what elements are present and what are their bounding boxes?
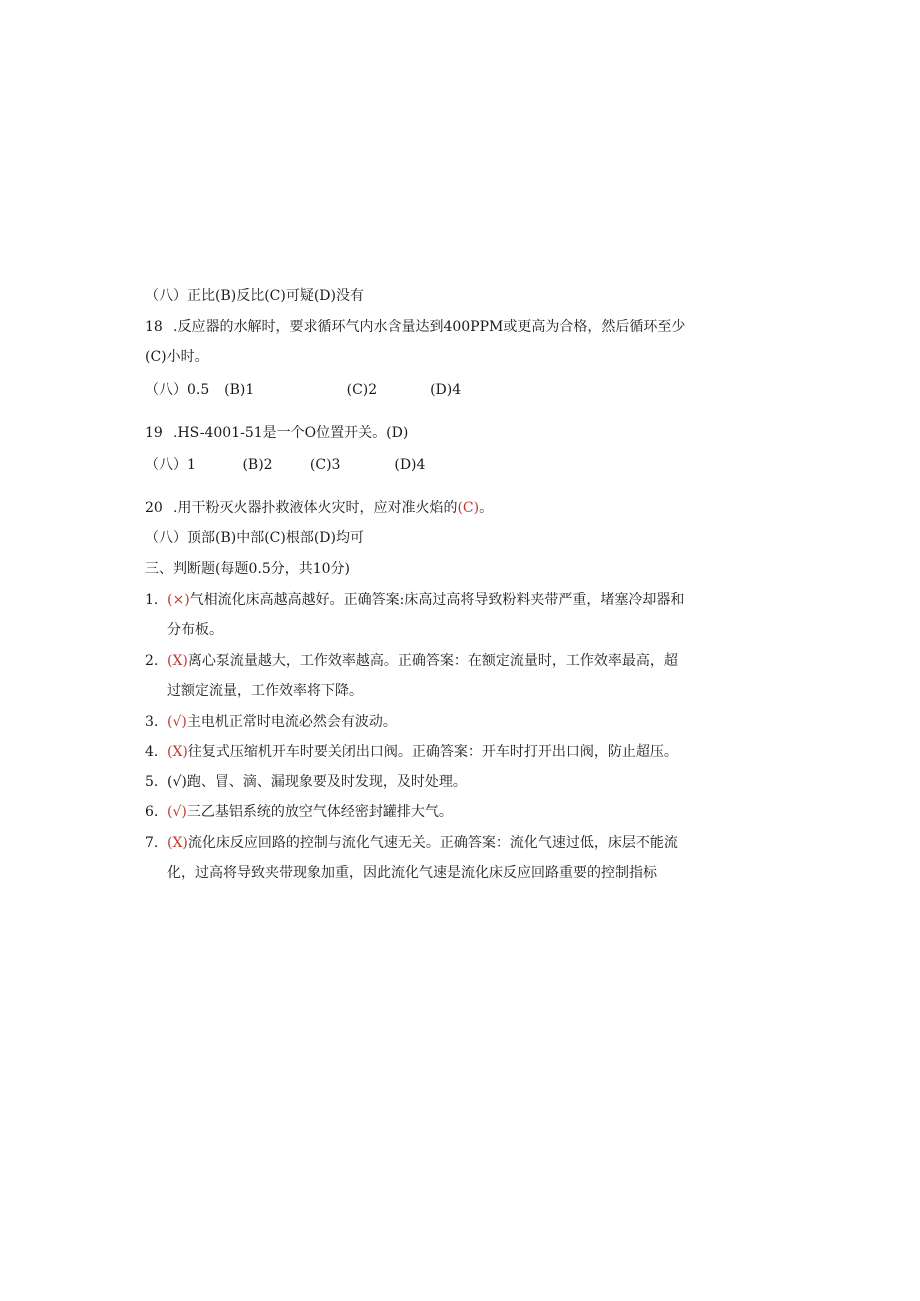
- judgment-item-4: [145, 743, 678, 761]
- q20-number: 20: [145, 500, 163, 516]
- item-number: 6.: [145, 804, 159, 820]
- judgment-item-1-cont: 分布板。: [167, 622, 223, 638]
- q20-answer: (C): [457, 500, 480, 516]
- q17-options: （八）正比(B)反比(C)可疑(D)没有: [145, 288, 364, 304]
- item-mark-wrong: (X): [167, 653, 188, 669]
- judgment-item-7: [145, 834, 678, 852]
- q18-option-a: （八）0.5: [145, 382, 210, 398]
- judgment-item-2: [145, 652, 678, 670]
- section-title: 三、判断题(每题0.5分，共10分): [145, 561, 351, 577]
- q18-option-d: (D)4: [430, 382, 462, 398]
- judgment-item-3: [145, 713, 397, 731]
- item-mark-wrong: (X): [167, 835, 188, 851]
- item-number: 7.: [145, 835, 159, 851]
- q20-text-end: 。: [479, 500, 494, 516]
- item-text: 主电机正常时电流必然会有波动。: [186, 714, 397, 730]
- q19-question: [145, 424, 408, 442]
- judgment-item-1: [145, 591, 684, 609]
- q18-question: [145, 318, 685, 336]
- item-text: 往复式压缩机开车时要关闭出口阀。正确答案：开车时打开出口阀，防止超压。: [187, 744, 678, 760]
- item-text: 三乙基铝系统的放空气体经密封罐排大气。: [186, 804, 453, 820]
- item-number: 1.: [145, 592, 159, 608]
- q18-text-line1: .反应器的水解时，要求循环气内水含量达到400PPM或更高为合格，然后循环至少: [173, 319, 686, 335]
- q20-text: .用干粉灭火器扑救液体火灾时，应对准火焰的: [173, 500, 458, 516]
- q18-text-line2: (C)小时。: [145, 349, 209, 365]
- q19-text: .HS-4001-51是一个O位置开关。(D): [173, 425, 409, 441]
- q18-option-c: (C)2: [346, 382, 378, 398]
- q18-option-b: (B)1: [224, 382, 255, 398]
- item-text: 流化床反应回路的控制与流化气速无关。正确答案：流化气速过低，床层不能流: [187, 835, 678, 851]
- q18-options: [145, 381, 461, 399]
- judgment-item-6: [145, 803, 453, 821]
- item-text: 气相流化床高越高越好。正确答案:床高过高将导致粉料夹带严重，堵塞冷却器和: [189, 592, 685, 608]
- q20-options: （八）顶部(B)中部(C)根部(D)均可: [145, 530, 364, 546]
- q18-number: 18: [145, 319, 163, 335]
- judgment-item-5: [145, 773, 467, 791]
- q19-option-b: (B)2: [242, 457, 273, 473]
- item-number: 4.: [145, 744, 159, 760]
- item-mark-wrong: (×): [167, 592, 190, 608]
- item-mark-correct: (√): [167, 804, 187, 820]
- item-mark-wrong: (X): [167, 744, 188, 760]
- item-number: 3.: [145, 714, 159, 730]
- judgment-item-7-cont: 化，过高将导致夹带现象加重，因此流化气速是流化床反应回路重要的控制指标: [167, 865, 657, 881]
- q19-options: [145, 456, 425, 474]
- q20-question: [145, 499, 493, 517]
- item-text: 跑、冒、滴、漏现象要及时发现，及时处理。: [186, 774, 467, 790]
- item-mark-correct: (√): [167, 774, 187, 790]
- item-text: 离心泵流量越大，工作效率越高。正确答案：在额定流量时，工作效率最高，超: [187, 653, 678, 669]
- item-number: 2.: [145, 653, 159, 669]
- judgment-item-2-cont: 过额定流量，工作效率将下降。: [167, 683, 363, 699]
- item-number: 5.: [145, 774, 159, 790]
- q19-number: 19: [145, 425, 163, 441]
- item-mark-correct: (√): [167, 714, 187, 730]
- q19-option-a: （八）1: [145, 457, 196, 473]
- q19-option-d: (D)4: [394, 457, 426, 473]
- q19-option-c: (C)3: [309, 457, 341, 473]
